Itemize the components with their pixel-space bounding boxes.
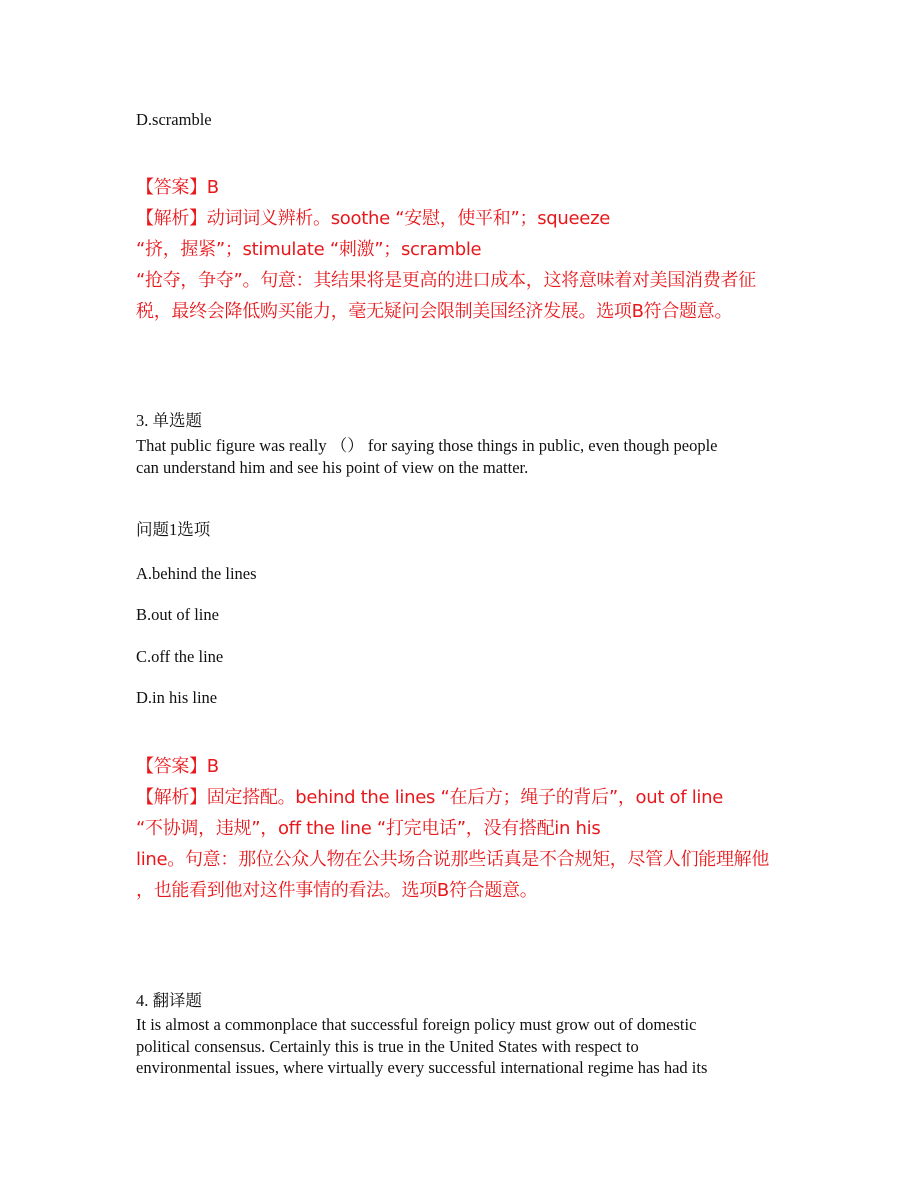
q4-text-line: political consensus. Certainly this is true in the United States with respect to: [136, 1037, 639, 1056]
q2-option-d: D.scramble: [136, 110, 212, 129]
q2-analysis-line: 【解析】动词词义辨析。soothe “安慰，使平和”；squeeze: [136, 208, 610, 229]
q3-option-a: A.behind the lines: [136, 564, 257, 583]
q3-option-c: C.off the line: [136, 647, 224, 666]
q3-heading: 3. 单选题: [136, 411, 202, 430]
q3-options-label: 问题1选项: [136, 520, 211, 539]
q3-option-d: D.in his line: [136, 688, 218, 707]
q3-option-b: B.out of line: [136, 605, 219, 624]
q2-analysis-line: 税，最终会降低购买能力，毫无疑问会限制美国经济发展。选项B符合题意。: [136, 301, 733, 322]
q2-answer: 【答案】B: [136, 177, 219, 198]
q4-text-line: environmental issues, where virtually every successful international regime has had its: [136, 1058, 708, 1077]
q3-analysis-line: “不协调，违规”，off the line “打完电话”，没有搭配in his: [136, 818, 601, 839]
q3-analysis-line: line。句意：那位公众人物在公共场合说那些话真是不合规矩，尽管人们能理解他: [136, 849, 770, 870]
q3-analysis-line: ，也能看到他对这件事情的看法。选项B符合题意。: [136, 880, 538, 901]
q2-analysis-line: “抢夺，争夺”。句意：其结果将是更高的进口成本，这将意味着对美国消费者征: [136, 270, 756, 291]
q3-stem-line: That public figure was really （） for saying those things in public, even though people: [136, 436, 718, 455]
q2-analysis-line: “挤，握紧”；stimulate “刺激”；scramble: [136, 239, 482, 260]
q4-heading: 4. 翻译题: [136, 991, 202, 1010]
q3-answer: 【答案】B: [136, 756, 219, 777]
q4-text-line: It is almost a commonplace that successful foreign policy must grow out of domestic: [136, 1015, 697, 1034]
q3-analysis-line: 【解析】固定搭配。behind the lines “在后方；绳子的背后”，out of line: [136, 787, 724, 808]
q3-stem-line: can understand him and see his point of view on the matter.: [136, 458, 529, 477]
